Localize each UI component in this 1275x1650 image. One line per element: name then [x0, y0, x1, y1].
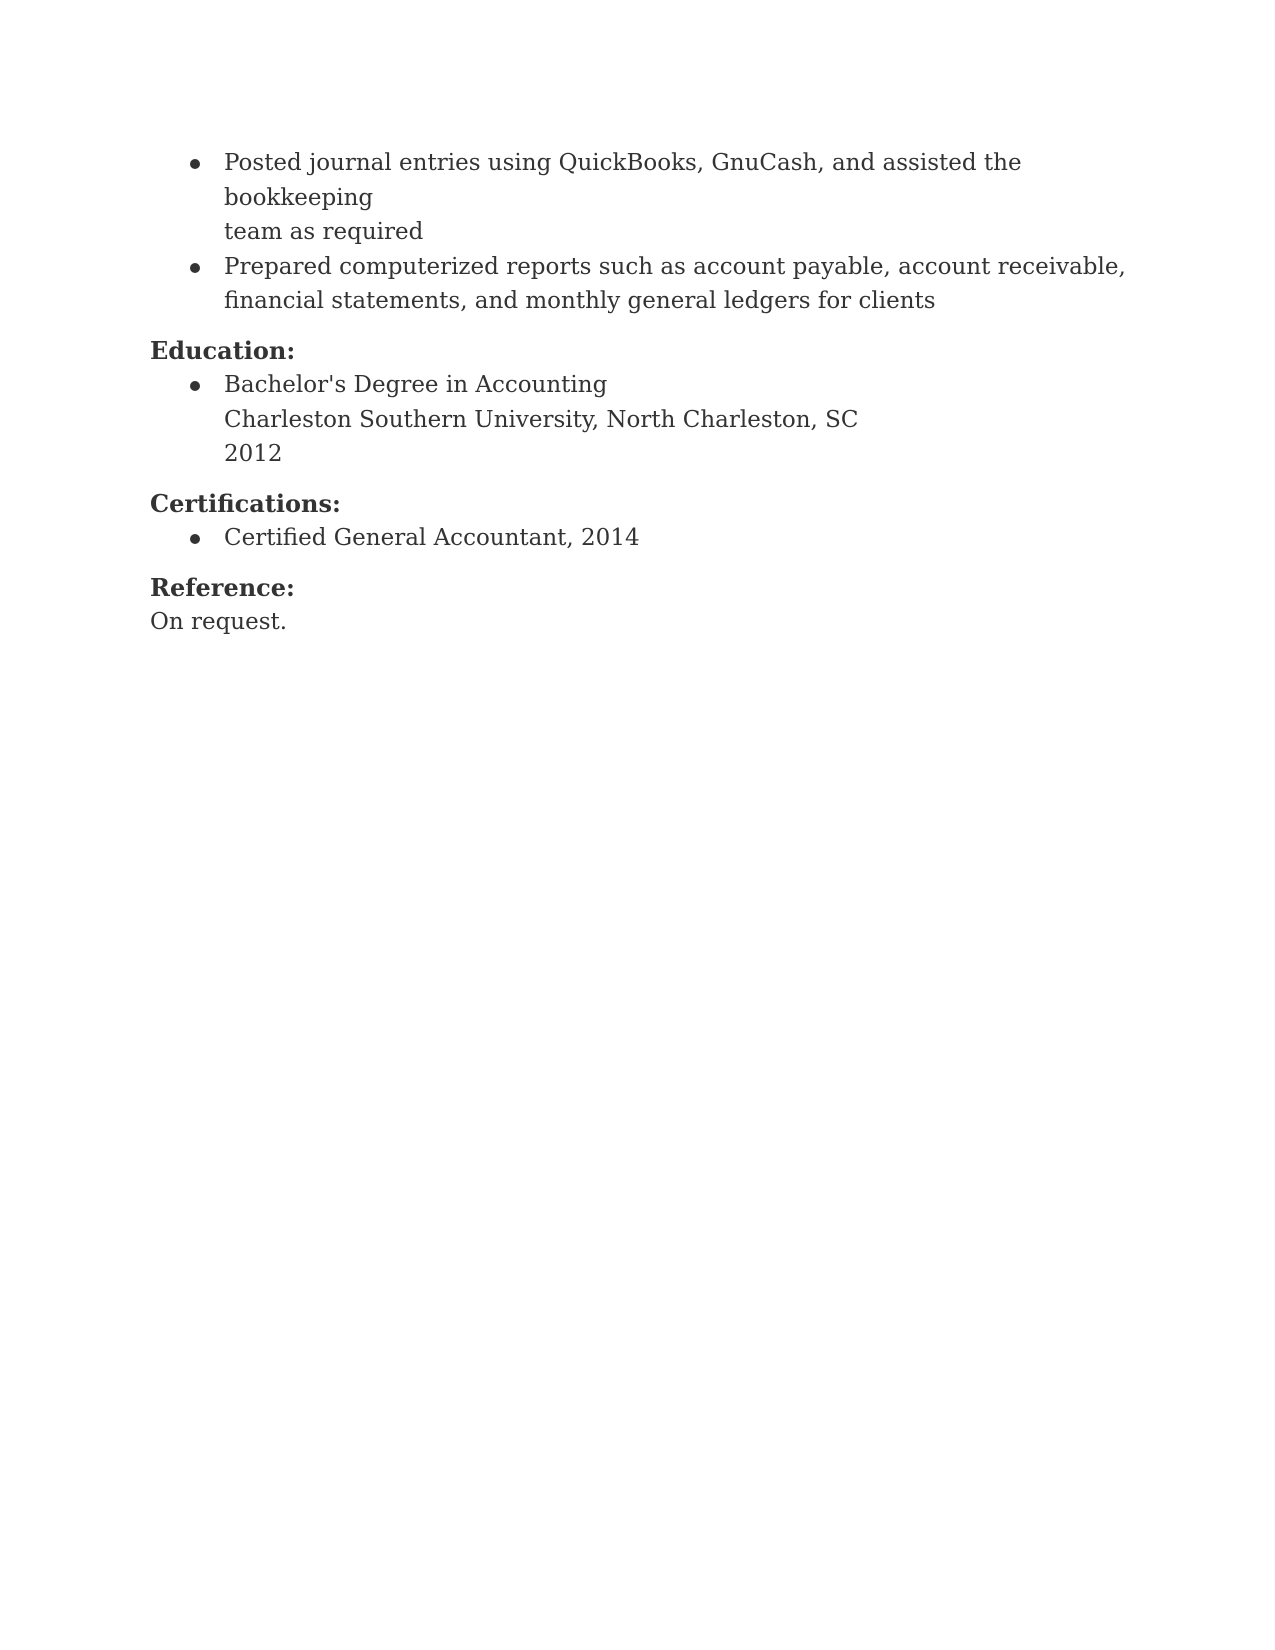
bullet-line: Prepared computerized reports such as account payable, account receivable,	[224, 253, 1126, 280]
certification-text: Certified General Accountant, 2014	[224, 525, 640, 551]
list-item	[150, 250, 1140, 319]
reference-heading: Reference:	[150, 572, 295, 602]
list-item	[150, 368, 1140, 472]
graduation-year: 2012	[224, 441, 283, 467]
bullet-icon	[190, 263, 200, 273]
bullet-icon	[190, 381, 200, 391]
list-item	[150, 146, 1140, 250]
education-heading: Education:	[150, 335, 296, 365]
reference-text: On request.	[150, 609, 288, 635]
certifications-list	[150, 521, 1140, 556]
certifications-heading: Certifications:	[150, 488, 341, 518]
bullet-icon	[190, 534, 200, 544]
experience-bullet-list	[150, 146, 1140, 319]
bullet-line: Posted journal entries using QuickBooks, GnuCash, and assisted the bookkeeping	[224, 150, 1022, 211]
school-text: Charleston Southern University, North Charleston, SC	[224, 406, 859, 433]
education-list	[150, 368, 1140, 472]
bullet-line: financial statements, and monthly general ledgers for clients	[224, 288, 936, 314]
resume-page	[150, 146, 1140, 640]
degree-text: Bachelor's Degree in Accounting	[224, 372, 608, 398]
list-item	[150, 521, 1140, 556]
bullet-icon	[190, 159, 200, 169]
bullet-line: team as required	[224, 219, 424, 245]
